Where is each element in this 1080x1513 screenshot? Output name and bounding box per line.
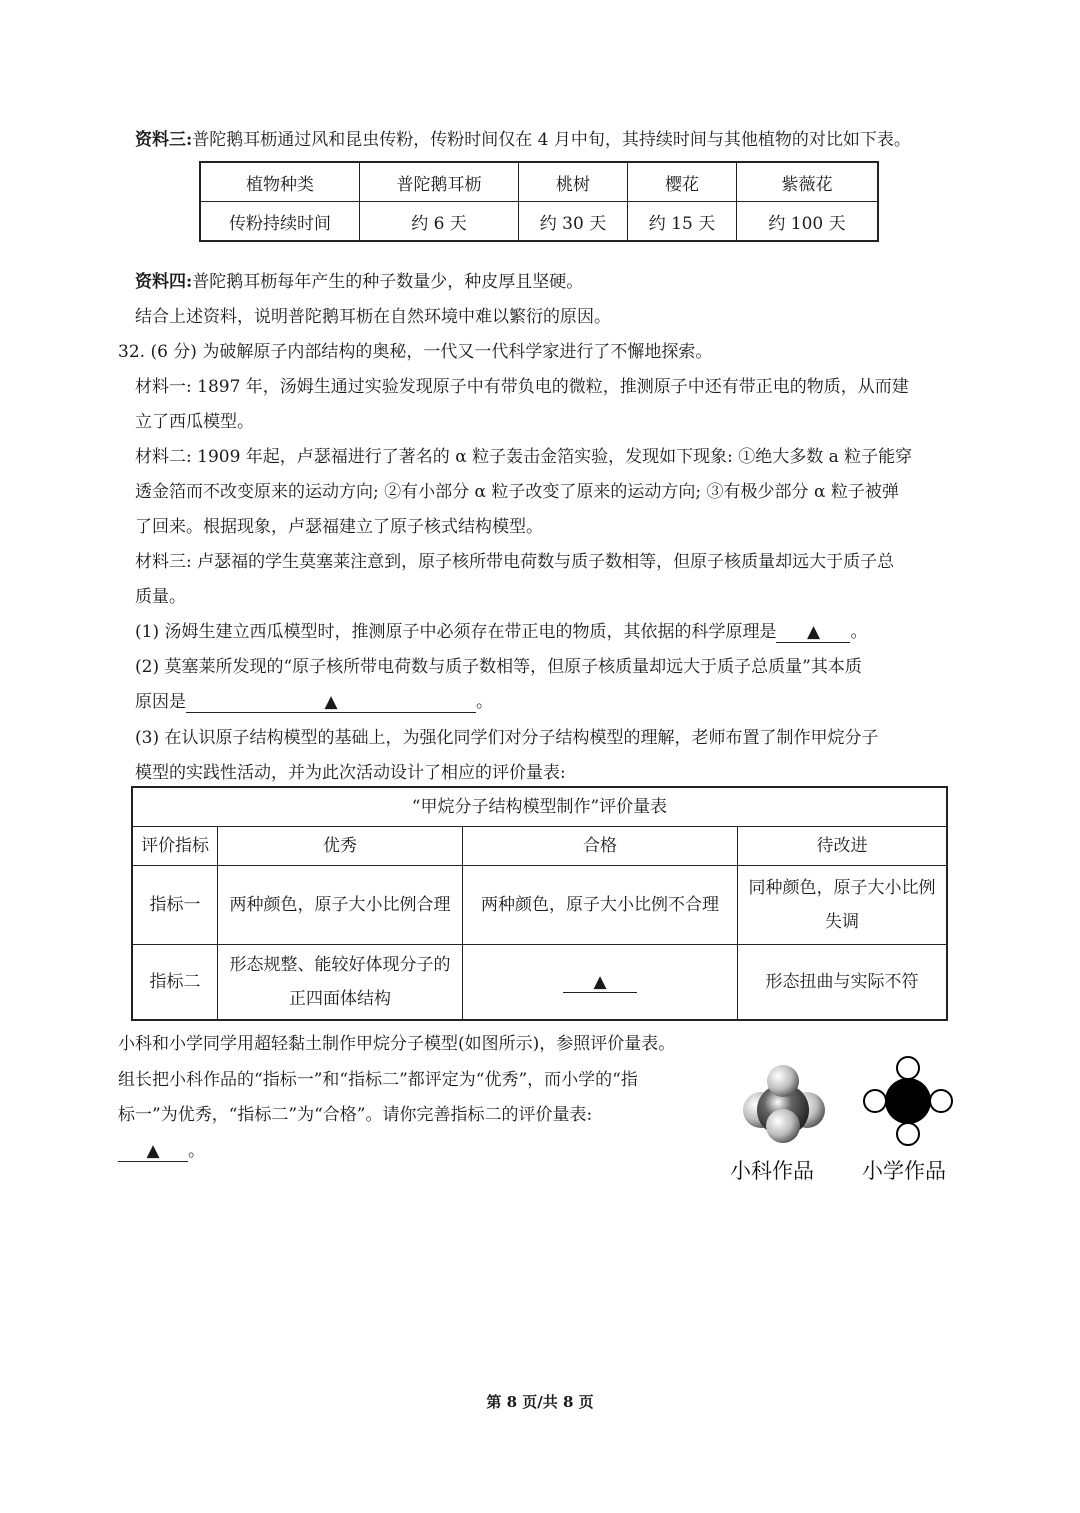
table-cell: 两种颜色，原子大小比例不合理 xyxy=(463,866,738,945)
table-cell: 优秀 xyxy=(218,827,463,866)
period: 。 xyxy=(476,692,493,712)
material-4-label: 资料四: xyxy=(135,272,193,292)
table-title: “甲烷分子结构模型制作”评价量表 xyxy=(132,787,947,827)
material-three-line-2: 质量。 xyxy=(135,587,186,607)
subquestion-3-line-2: 模型的实践性活动，并为此次活动设计了相应的评价量表: xyxy=(135,763,566,783)
answer-blank[interactable]: ▲ xyxy=(186,692,476,713)
xiaoxue-model-label: 小学作品 xyxy=(862,1159,946,1183)
table-row xyxy=(132,945,947,1021)
material-3-label: 资料三: xyxy=(135,130,193,150)
hydrogen-atom xyxy=(767,1065,799,1097)
table-cell: 两种颜色，原子大小比例合理 xyxy=(218,866,463,945)
material-4-text: 普陀鹅耳枥每年产生的种子数量少，种皮厚且坚硬。 xyxy=(192,272,584,292)
table-row xyxy=(200,202,878,242)
pollination-table xyxy=(199,161,879,242)
table-cell: 传粉持续时间 xyxy=(200,202,360,242)
table-row xyxy=(132,787,947,827)
subquestion-2-line-2 xyxy=(135,690,493,714)
table-cell: 合格 xyxy=(463,827,738,866)
page-footer: 第 8 页/共 8 页 xyxy=(486,1393,594,1411)
xiaoke-model-label: 小科作品 xyxy=(730,1159,814,1183)
table-row xyxy=(200,162,878,202)
table-cell: 约 30 天 xyxy=(519,202,628,242)
table-cell: 约 15 天 xyxy=(628,202,737,242)
subquestion-2-text: 原因是 xyxy=(135,692,186,712)
material-three-line-1: 材料三: 卢瑟福的学生莫塞莱注意到，原子核所带电荷数与质子数相等，但原子核质量却远大于质子总 xyxy=(135,552,895,572)
material-4 xyxy=(135,270,583,294)
bottom-line-3: 标一”为优秀，“指标二”为“合格”。请你完善指标二的评价量表: xyxy=(118,1105,593,1125)
xiaoke-model-picture xyxy=(735,1060,835,1150)
table-cell: 指标一 xyxy=(132,866,218,945)
question-31-prompt: 结合上述资料，说明普陀鹅耳枥在自然环境中难以繁衍的原因。 xyxy=(135,307,611,327)
question-32-intro: 32. (6 分) 为破解原子内部结构的奥秘，一代又一代科学家进行了不懈地探索。 xyxy=(118,342,713,362)
table-cell: 约 6 天 xyxy=(360,202,519,242)
material-3-text: 普陀鹅耳枥通过风和昆虫传粉，传粉时间仅在 4 月中旬，其持续时间与其他植物的对比如下表。 xyxy=(192,130,911,150)
subquestion-1 xyxy=(135,620,867,644)
xiaoxue-model-picture xyxy=(860,1055,956,1147)
hydrogen-atom xyxy=(897,1123,919,1145)
answer-blank[interactable]: ▲ xyxy=(118,1141,188,1162)
table-cell: 桃树 xyxy=(519,162,628,202)
table-cell: 普陀鹅耳枥 xyxy=(360,162,519,202)
table-cell: 指标二 xyxy=(132,945,218,1021)
bottom-line-2: 组长把小科作品的“指标一”和“指标二”都评定为“优秀”，而小学的“指 xyxy=(118,1070,638,1090)
evaluation-table xyxy=(131,786,948,1021)
table-cell xyxy=(463,945,738,1021)
hydrogen-atom xyxy=(930,1090,952,1112)
table-cell: 同种颜色，原子大小比例失调 xyxy=(738,866,948,945)
answer-blank[interactable]: ▲ xyxy=(776,622,850,643)
carbon-atom xyxy=(885,1078,931,1124)
period: 。 xyxy=(850,622,868,642)
bottom-line-1: 小科和小学同学用超轻黏土制作甲烷分子模型(如图所示)，参照评价量表。 xyxy=(118,1034,676,1054)
table-cell: 约 100 天 xyxy=(737,202,879,242)
table-cell: 评价指标 xyxy=(132,827,218,866)
period: 。 xyxy=(188,1141,205,1161)
table-cell: 紫薇花 xyxy=(737,162,879,202)
table-row xyxy=(132,866,947,945)
bottom-line-4 xyxy=(118,1139,205,1163)
subquestion-3-line-1: (3) 在认识原子结构模型的基础上，为强化同学们对分子结构模型的理解，老师布置了制作甲烷分子 xyxy=(135,728,879,748)
table-cell: 形态扭曲与实际不符 xyxy=(738,945,948,1021)
table-cell: 待改进 xyxy=(738,827,948,866)
hydrogen-atom xyxy=(897,1057,919,1079)
material-two-line-3: 了回来。根据现象，卢瑟福建立了原子核式结构模型。 xyxy=(135,517,543,537)
hydrogen-atom xyxy=(766,1109,800,1143)
hydrogen-atom xyxy=(864,1090,886,1112)
material-3 xyxy=(135,128,911,152)
table-row xyxy=(132,827,947,866)
table-cell: 植物种类 xyxy=(200,162,360,202)
table-cell: 樱花 xyxy=(628,162,737,202)
subquestion-1-text: (1) 汤姆生建立西瓜模型时，推测原子中必须存在带正电的物质，其依据的科学原理是 xyxy=(135,622,777,642)
table-cell: 形态规整、能较好体现分子的正四面体结构 xyxy=(218,945,463,1021)
material-two-line-2: 透金箔而不改变原来的运动方向; ②有小部分 α 粒子改变了原来的运动方向; ③有极少部分 α 粒子被弹 xyxy=(135,482,899,502)
material-one-line-1: 材料一: 1897 年，汤姆生通过实验发现原子中有带负电的微粒，推测原子中还有带正电的物质，从而建 xyxy=(135,377,909,397)
material-two-line-1: 材料二: 1909 年起，卢瑟福进行了著名的 α 粒子轰击金箔实验，发现如下现象: ①绝大多数 a 粒子能穿 xyxy=(135,447,913,467)
material-one-line-2: 立了西瓜模型。 xyxy=(135,412,254,432)
subquestion-2-line-1: (2) 莫塞莱所发现的“原子核所带电荷数与质子数相等，但原子核质量却远大于质子总质量”其本质 xyxy=(135,657,862,677)
answer-blank[interactable]: ▲ xyxy=(563,972,637,993)
